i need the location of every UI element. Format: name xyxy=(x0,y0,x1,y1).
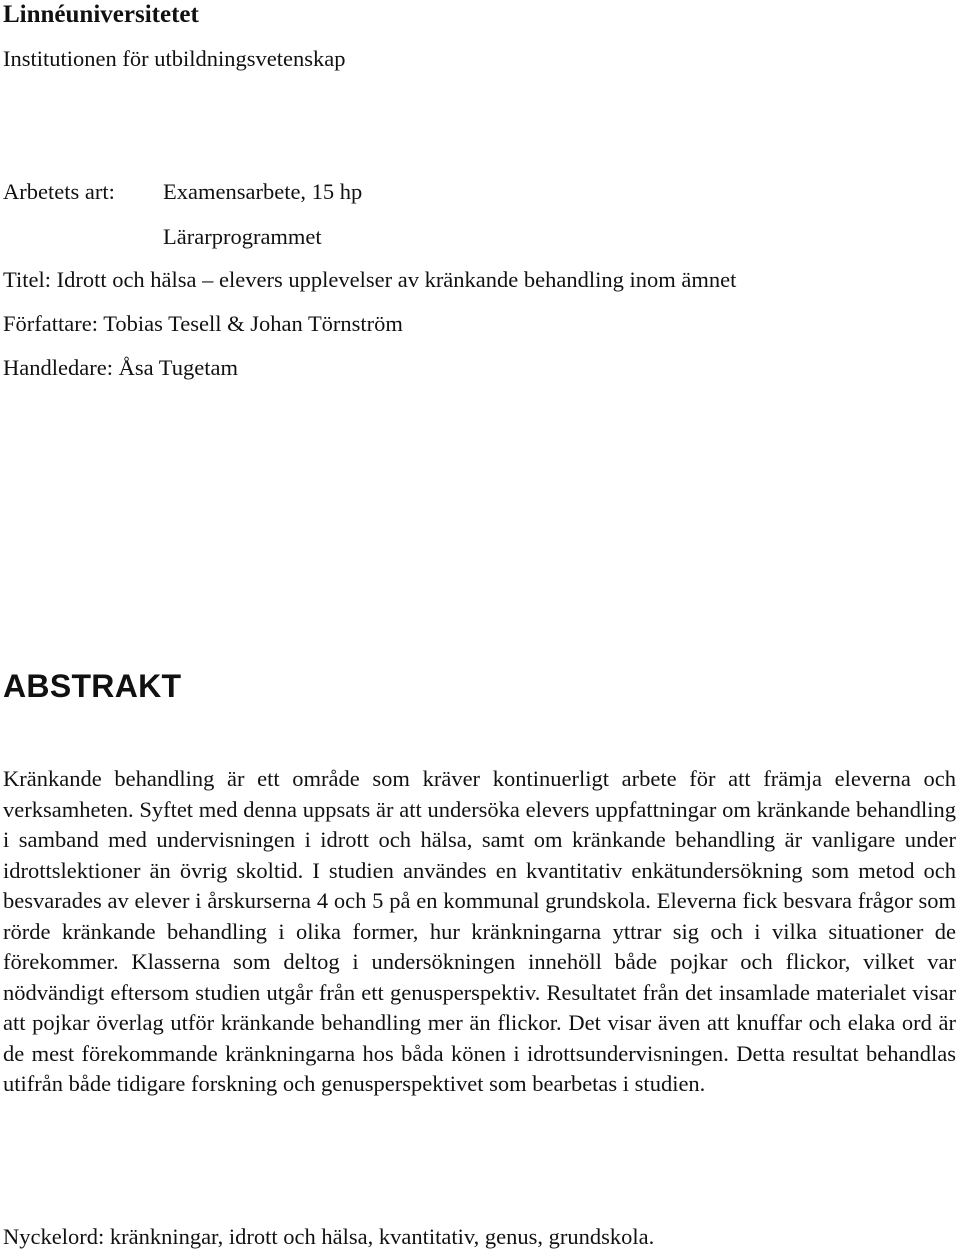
supervisor-row xyxy=(3,353,238,383)
supervisor-label: Handledare: xyxy=(3,355,113,380)
program-name: Lärarprogrammet xyxy=(163,224,322,249)
keywords-row xyxy=(3,1222,654,1252)
abstract-body: Kränkande behandling är ett område som kräver kontinuerligt arbete för att främja eleverna och verksamheten. Syftet med denna uppsats är att undersöka elevers uppfattningar om kränkande behandling i samband med undervisningen i idrott och hälsa, samt om kränkande behandling är vanligare under idrottslektioner än övrig skoltid. I studien användes en kvantitativ enkätundersökning som metod och besvarades av elever i årskurserna 4 och 5 på en kommunal grundskola. Eleverna fick besvara frågor som rörde kränkande behandling i olika former, hur kränkningarna yttrar sig och i vilka situationer de förekommer. Klasserna som deltog i undersökningen innehöll både pojkar och flickor, vilket var nödvändigt eftersom studien utgår från ett genusperspektiv. Resultatet från det insamlade materialet visar att pojkar överlag utför kränkande behandling mer än flickor. Det visar även att knuffar och elaka ord är de mest förekommande kränkningarna hos båda könen i idrottsundervisningen. Detta resultat behandlas utifrån både tidigare forskning och genusperspektivet som bearbetas i studien. xyxy=(3,766,956,1096)
title-value: Idrott och hälsa – elevers upplevelser av kränkande behandling inom ämnet xyxy=(56,267,737,292)
work-type-value: Examensarbete, 15 hp xyxy=(163,179,363,204)
abstract-heading: ABSTRAKT xyxy=(3,668,182,704)
title-label: Titel: xyxy=(3,267,51,292)
keywords-label: Nyckelord: xyxy=(3,1224,105,1249)
department-name: Institutionen för utbildningsvetenskap xyxy=(3,46,346,71)
authors-label: Författare: xyxy=(3,311,98,336)
university-name: Linnéuniversitetet xyxy=(3,1,199,28)
work-type-row xyxy=(3,177,362,207)
authors-value: Tobias Tesell & Johan Törnström xyxy=(103,311,403,336)
keywords-value: kränkningar, idrott och hälsa, kvantitativ, genus, grundskola. xyxy=(109,1224,655,1249)
work-type-label: Arbetets art: xyxy=(3,179,115,204)
title-row xyxy=(3,265,736,295)
authors-row xyxy=(3,309,403,339)
supervisor-value: Åsa Tugetam xyxy=(118,355,238,380)
